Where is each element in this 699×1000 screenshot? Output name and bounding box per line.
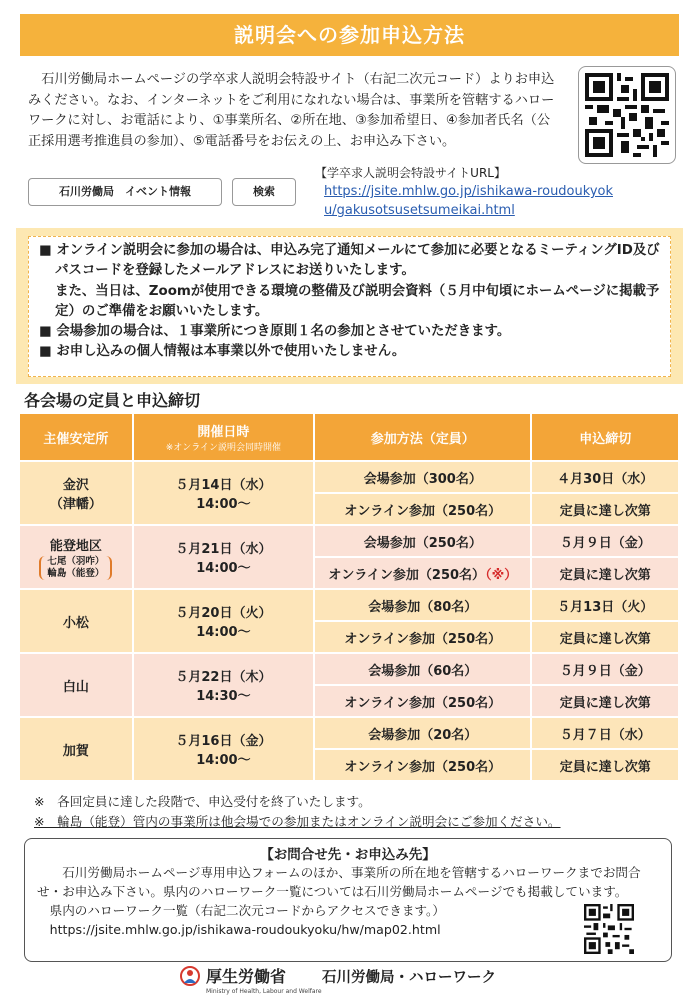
office-cell: 金沢 （津幡）: [19, 461, 133, 525]
method-cell: 会場参加（250名）: [314, 525, 531, 557]
office-sub-bracket: 七尾（羽咋） 輪島（能登）: [39, 556, 112, 580]
office-cell: 白山: [19, 653, 133, 717]
intro-text: [28, 70, 556, 152]
table-row: [19, 653, 679, 685]
method-cell: 会場参加（300名）: [314, 461, 531, 493]
notice-item-online: ■ オンライン説明会に参加の場合は、申込み完了通知メールにて参加に必要となるミーティングID及びパスコードを登録したメールアドレスにお送りいたします。: [39, 243, 660, 279]
method-cell: 会場参加（20名）: [314, 717, 531, 749]
site-qr-code[interactable]: [578, 66, 676, 164]
ministry-name-en: Ministry of Health, Labour and Welfare: [206, 988, 322, 995]
notice-item-online-cont: また、当日は、Zoomが使用できる環境の整備及び説明会資料（５月中旬頃にホームページに掲載予定）のご準備をお願いいたします。: [55, 283, 660, 319]
search-button[interactable]: 検索: [232, 178, 296, 206]
contact-title: 【お問合せ先・お申込み先】: [260, 847, 436, 863]
site-url-link[interactable]: https://jsite.mhlw.go.jp/ishikawa-roudoukyoku/gakusotsusetsumeikai.html: [324, 184, 613, 218]
deadline-cell: 定員に達し次第: [531, 621, 679, 653]
mhlw-logo-icon: [180, 966, 200, 986]
method-cell: オンライン参加（250名）: [314, 685, 531, 717]
office-cell: 加賀: [19, 717, 133, 781]
table-header-row: [19, 413, 679, 461]
method-cell: オンライン参加（250名）: [314, 749, 531, 781]
deadline-cell: 定員に達し次第: [531, 749, 679, 781]
method-cell: 会場参加（80名）: [314, 589, 531, 621]
contact-paragraph: 石川労働局ホームページ専用申込フォームのほか、事業所の所在地を管轄するハローワークまでお問合せ・お申込み下さい。県内のハローワーク一覧については石川労働局ホームページでも掲載しています。: [37, 865, 641, 899]
table-row: [19, 717, 679, 749]
notice-item-venue: ■ 会場参加の場合は、１事業所につき原則１名の参加とさせていただきます。: [39, 324, 511, 340]
deadline-cell: 定員に達し次第: [531, 685, 679, 717]
bullet-icon: ■: [39, 243, 52, 258]
notice-item-privacy: ■ お申し込みの個人情報は本事業以外で使用いたしません。: [39, 344, 406, 360]
table-row: [19, 589, 679, 621]
contact-box: [24, 838, 672, 962]
deadline-cell: ５月９日（金）: [531, 653, 679, 685]
deadline-cell: ５月13日（火）: [531, 589, 679, 621]
search-query-box[interactable]: 石川労働局 イベント情報: [28, 178, 222, 206]
intro-paragraph: 石川労働局ホームページの学卒求人説明会特設サイト（右記二次元コード）よりお申込みください。なお、インターネットをご利用になれない場合は、事業所を管轄するハローワークに対し、お電話により、①事業所名、②所在地、③参加希望日、④参加者氏名（公正採用選考推進員の参加）、⑤電話番号をお伝えの上、お申込み下さい。: [28, 72, 555, 149]
deadline-cell: ５月９日（金）: [531, 525, 679, 557]
table-row: [19, 461, 679, 493]
method-cell: オンライン参加（250名）: [314, 493, 531, 525]
note-wajima: ※ 輪島（能登）管内の事業所は他会場での参加またはオンライン説明会にご参加ください。: [34, 814, 561, 829]
note-mark: （※）: [485, 567, 518, 583]
header-date-sub: ※オンライン説明会同時開催: [165, 443, 282, 453]
office-cell: 能登地区 七尾（羽咋） 輪島（能登）: [19, 525, 133, 589]
notice-box: [28, 236, 671, 377]
deadline-cell: ５月７日（水）: [531, 717, 679, 749]
office-cell: 小松: [19, 589, 133, 653]
section-title: 各会場の定員と申込締切: [24, 391, 201, 410]
contact-body: [37, 863, 657, 939]
deadline-cell: 定員に達し次第: [531, 557, 679, 589]
page-title: 説明会への参加申込方法: [20, 14, 679, 56]
venue-table: [18, 412, 680, 782]
header-office: 主催安定所: [19, 413, 133, 461]
hw-list-label: 県内のハローワーク一覧（右記二次元コードからアクセスできます。）: [49, 903, 445, 918]
notice-panel: [16, 228, 683, 384]
bullet-icon: ■: [39, 324, 52, 340]
hw-list-qr-code[interactable]: [578, 898, 636, 956]
header-method: 参加方法（定員）: [314, 413, 531, 461]
date-cell: ５月16日（金） 14:00～: [133, 717, 314, 781]
header-deadline: 申込締切: [531, 413, 679, 461]
qr-code-icon: [584, 904, 634, 954]
method-cell: オンライン参加（250名）: [314, 621, 531, 653]
date-cell: ５月22日（木） 14:30～: [133, 653, 314, 717]
bullet-icon: ■: [39, 344, 52, 360]
bureau-name: 石川労働局・ハローワーク: [322, 970, 496, 986]
header-date: 開催日時 ※オンライン説明会同時開催: [133, 413, 314, 461]
date-cell: ５月21日（水） 14:00～: [133, 525, 314, 589]
table-row: [19, 525, 679, 557]
method-cell: 会場参加（60名）: [314, 653, 531, 685]
date-cell: ５月14日（水） 14:00～: [133, 461, 314, 525]
qr-code-icon: [585, 73, 669, 157]
deadline-cell: 定員に達し次第: [531, 493, 679, 525]
note-capacity: ※ 各回定員に達した段階で、申込受付を終了いたします。: [34, 794, 371, 809]
deadline-cell: ４月30日（水）: [531, 461, 679, 493]
hw-list-url[interactable]: https://jsite.mhlw.go.jp/ishikawa-roudoukyoku/hw/map02.html: [49, 922, 441, 937]
ministry-name: 厚生労働省: [206, 967, 287, 986]
method-cell: オンライン参加（250名）（※）: [314, 557, 531, 589]
table-notes: [34, 792, 561, 832]
site-url-label: 【学卒求人説明会特設サイトURL】: [315, 166, 506, 180]
date-cell: ５月20日（火） 14:00～: [133, 589, 314, 653]
